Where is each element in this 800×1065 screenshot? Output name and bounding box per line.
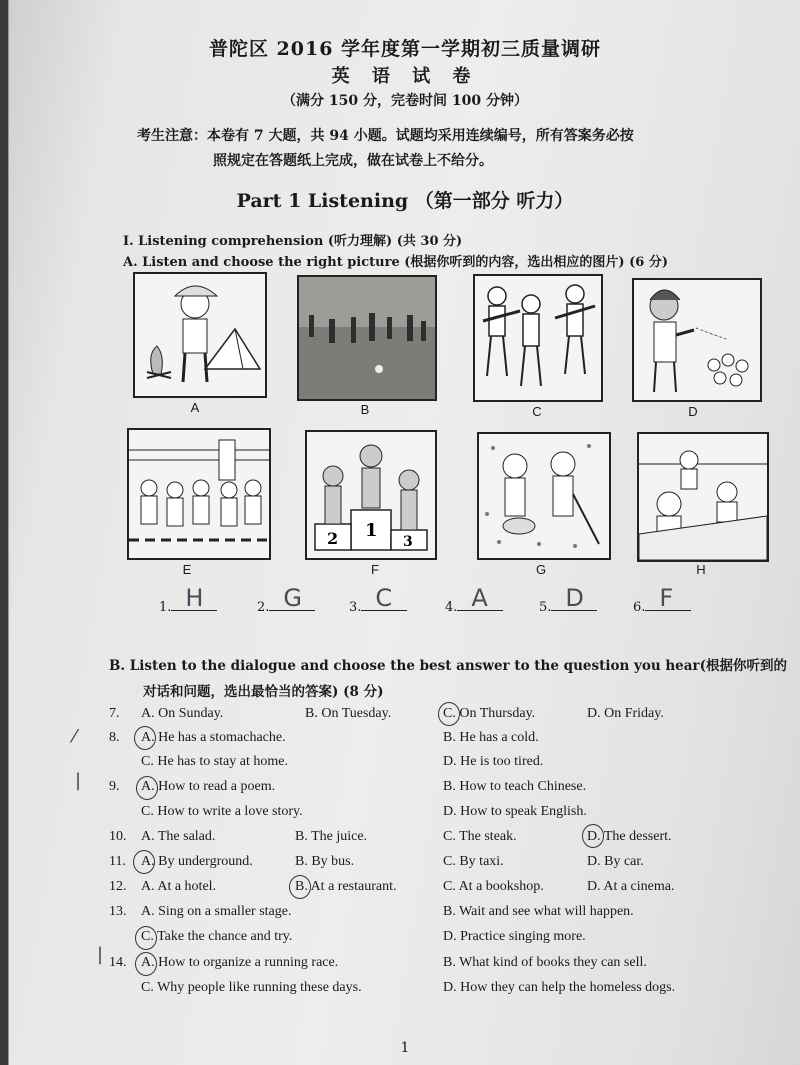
picture-a-camping-boy <box>133 272 267 398</box>
q10-option-d[interactable]: D. The dessert. <box>587 829 672 844</box>
answer-number-5: 5. <box>539 600 552 615</box>
q13-option-c[interactable]: C. Take the chance and try. <box>141 929 293 944</box>
answer-blank-6[interactable] <box>633 584 691 615</box>
section-b-title-line-2: 对话和问题，选出最恰当的答案) (8 分) <box>143 684 384 700</box>
notice-line-1: 考生注意：本卷有 7 大题，共 94 小题。试题均采用连续编号，所有答案务必按 <box>137 128 634 144</box>
picture-b-football-photo <box>297 275 437 401</box>
answer-number-3: 3. <box>349 600 362 615</box>
margin-pen-mark-3: | <box>97 944 104 965</box>
q9-option-b[interactable]: B. How to teach Chinese. <box>443 779 587 794</box>
picture-label-d: D <box>688 404 698 419</box>
q14-option-c[interactable]: C. Why people like running these days. <box>141 980 362 995</box>
svg-text:3: 3 <box>403 534 413 550</box>
q12-option-b[interactable]: B. At a restaurant. <box>295 879 397 894</box>
q12-option-a[interactable]: A. At a hotel. <box>141 879 217 894</box>
answer-number-2: 2. <box>257 600 270 615</box>
question-number-10: 10. <box>109 829 127 844</box>
answer-blank-5[interactable] <box>539 584 597 615</box>
answer-blank-2[interactable] <box>257 584 315 615</box>
answer-number-4: 4. <box>445 600 458 615</box>
q12-option-c[interactable]: C. At a bookshop. <box>443 879 544 894</box>
exam-subtitle: 英 语 试 卷 <box>331 66 479 87</box>
picture-c-band-playing <box>473 274 603 402</box>
handwritten-circle-q11 <box>133 850 155 874</box>
question-number-11: 11. <box>109 854 126 869</box>
handwritten-circle-q9 <box>136 776 158 800</box>
notice-line-2: 照规定在答题纸上完成，做在试卷上不给分。 <box>213 153 493 169</box>
q11-option-d[interactable]: D. By car. <box>587 854 644 869</box>
part-title: Part 1 Listening （第一部分 听力） <box>236 190 574 212</box>
exam-paper <box>8 0 800 1065</box>
q10-option-a[interactable]: A. The salad. <box>141 829 216 844</box>
handwritten-circle-q10 <box>582 824 604 848</box>
handwritten-answer-6: F <box>659 584 674 612</box>
picture-e-queue-at-stop <box>127 428 271 560</box>
handwritten-answer-5: D <box>565 584 584 612</box>
q7-option-a[interactable]: A. On Sunday. <box>141 706 224 721</box>
handwritten-circle-q14 <box>135 952 157 976</box>
question-number-14: 14. <box>109 955 127 970</box>
picture-label-e: E <box>182 562 192 577</box>
handwritten-answer-2: G <box>283 584 303 612</box>
exam-title: 普陀区 2016 学年度第一学期初三质量调研 <box>208 38 602 60</box>
handwritten-answer-3: C <box>375 584 393 612</box>
picture-label-h: H <box>696 562 706 577</box>
q9-option-c[interactable]: C. How to write a love story. <box>141 804 303 819</box>
q9-option-d[interactable]: D. How to speak English. <box>443 804 587 819</box>
picture-label-g: G <box>535 562 547 577</box>
q10-option-b[interactable]: B. The juice. <box>295 829 368 844</box>
picture-f-podium-winners <box>305 430 437 560</box>
handwritten-circle-q12 <box>289 875 311 899</box>
answer-blank-3[interactable] <box>349 584 407 615</box>
q8-option-a[interactable]: A. He has a stomachache. <box>141 730 286 745</box>
picture-label-f: F <box>371 562 379 577</box>
section-i-title: I. Listening comprehension (听力理解) (共 30 分) <box>123 234 463 249</box>
handwritten-circle-q8 <box>134 726 156 750</box>
page-number: 1 <box>400 1040 410 1056</box>
q11-option-c[interactable]: C. By taxi. <box>443 854 504 869</box>
margin-pen-mark-1: ⁄ <box>73 726 77 747</box>
handwritten-circle-q13 <box>135 926 157 950</box>
picture-g-raking-leaves <box>477 432 611 560</box>
candidate-notice <box>137 124 737 174</box>
picture-h-classroom <box>637 432 769 562</box>
q9-option-a[interactable]: A. How to read a poem. <box>141 779 276 794</box>
section-a-title: A. Listen and choose the right picture (根据你听到的内容，选出相应的图片) (6 分) <box>123 255 668 270</box>
picture-label-b: B <box>360 402 370 417</box>
svg-text:1: 1 <box>365 520 378 541</box>
q7-option-d[interactable]: D. On Friday. <box>587 706 664 721</box>
handwritten-answer-1: H <box>185 584 204 612</box>
q14-option-a[interactable]: A. How to organize a running race. <box>141 955 339 970</box>
q14-option-d[interactable]: D. How they can help the homeless dogs. <box>443 980 676 995</box>
q13-option-d[interactable]: D. Practice singing more. <box>443 929 586 944</box>
question-number-13: 13. <box>109 904 127 919</box>
answer-blank-1[interactable] <box>159 584 217 615</box>
score-line: （满分 150 分，完卷时间 100 分钟） <box>282 93 528 109</box>
q11-option-a[interactable]: A. By underground. <box>141 854 253 869</box>
q13-option-a[interactable]: A. Sing on a smaller stage. <box>141 904 292 919</box>
answer-number-6: 6. <box>633 600 646 615</box>
q10-option-c[interactable]: C. The steak. <box>443 829 517 844</box>
picture-label-a: A <box>190 400 200 415</box>
question-number-7: 7. <box>109 706 120 721</box>
answer-blank-4[interactable] <box>445 584 503 615</box>
section-b-title-line-1: B. Listen to the dialogue and choose the best answer to the question you hear(根据你听到的 <box>109 658 787 674</box>
q8-option-c[interactable]: C. He has to stay at home. <box>141 754 288 769</box>
picture-d-watering-flowers <box>632 278 762 402</box>
q12-option-d[interactable]: D. At a cinema. <box>587 879 675 894</box>
q7-option-b[interactable]: B. On Tuesday. <box>305 706 392 721</box>
svg-text:2: 2 <box>327 529 339 548</box>
handwritten-answer-4: A <box>471 584 488 612</box>
answer-number-1: 1. <box>159 600 172 615</box>
q8-option-b[interactable]: B. He has a cold. <box>443 730 539 745</box>
q14-option-b[interactable]: B. What kind of books they can sell. <box>443 955 647 970</box>
q8-option-d[interactable]: D. He is too tired. <box>443 754 544 769</box>
margin-pen-mark-2: | <box>75 770 82 791</box>
handwritten-circle-q7 <box>438 702 460 726</box>
question-number-9: 9. <box>109 779 120 794</box>
q11-option-b[interactable]: B. By bus. <box>295 854 355 869</box>
q13-option-b[interactable]: B. Wait and see what will happen. <box>443 904 634 919</box>
question-number-8: 8. <box>109 730 120 745</box>
question-number-12: 12. <box>109 879 127 894</box>
picture-label-c: C <box>532 404 542 419</box>
q7-option-c[interactable]: C. On Thursday. <box>443 706 536 721</box>
